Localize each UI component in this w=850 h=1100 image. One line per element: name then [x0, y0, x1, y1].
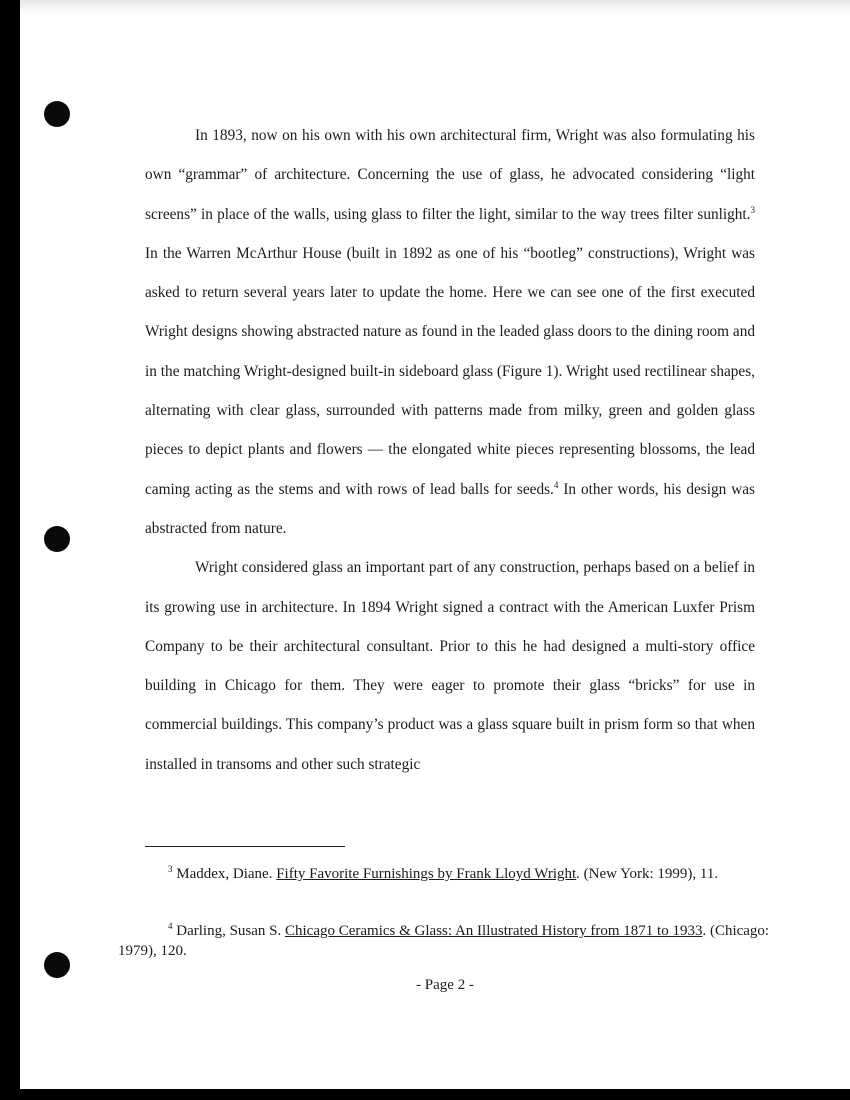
- footnote-4-author: Darling, Susan S.: [172, 923, 285, 939]
- paragraph-2: Wright considered glass an important part of any construction, perhaps based on a belief in its growing use in architecture. In 1894 Wright signed a contract with the American Luxfer Prism Company to be their architectural consultant. Prior to this he had designed a multi-story office building in Chicago for them. They were eager to promote their glass “bricks” for use in commercial buildings. This company’s product was a glass square built in prism form so that when installed in transoms and other such strategic: [145, 559, 755, 773]
- paragraph-1-text-b: In the Warren McArthur House (built in 1892 as one of his “bootleg” constructions), Wright was asked to return several years later to update the home. Here we can see one of the first executed Wright designs showing abstracted nature as found in the leaded glass doors to the dining room and in the matching Wright-designed built-in sideboard glass (Figure 1). Wright used rectilinear shapes, alternating with clear glass, surrounded with patterns made from milky, green and golden glass pieces to depict plants and flowers — the elongated white pieces representing blossoms, the lead caming acting as the stems and with rows of lead balls for seeds.: [145, 244, 755, 498]
- punch-hole-top: [44, 101, 70, 127]
- footnote-4-details: . (Chicago: 1979), 120.: [118, 923, 770, 959]
- footnote-ref-4: 4: [553, 479, 559, 490]
- footnote-4-title: Chicago Ceramics & Glass: An Illustrated History from 1871 to 1933: [285, 923, 703, 939]
- punch-hole-bottom: [44, 952, 70, 978]
- footnote-3-details: . (New York: 1999), 11.: [576, 866, 719, 882]
- footnote-3: [118, 864, 773, 884]
- footnote-3-title: Fifty Favorite Furnishings by Frank Lloyd Wright: [276, 866, 577, 882]
- scan-left-edge: [0, 0, 20, 1100]
- footnote-separator: [145, 846, 345, 847]
- scan-bottom-edge: [0, 1089, 850, 1100]
- scan-top-shadow: [0, 0, 850, 14]
- footnote-3-author: Maddex, Diane.: [172, 866, 277, 882]
- body-text: [145, 116, 755, 784]
- footnote-4: [118, 921, 773, 961]
- paragraph-1-text-a: In 1893, now on his own with his own architectural firm, Wright was also formulating his own “grammar” of architecture. Concerning the use of glass, he advocated considering “light screens” in place of the walls, using glass to filter the light, similar to the way trees filter sunlight.: [145, 127, 755, 223]
- footnote-marker-4: 4: [168, 921, 173, 931]
- footnote-ref-3: 3: [750, 204, 755, 215]
- page-number: - Page 2 -: [416, 977, 474, 993]
- paragraph-1-text-c: In other words, his design was abstracted from nature.: [145, 480, 755, 537]
- paragraph-1: [145, 116, 755, 548]
- punch-hole-middle: [44, 526, 70, 552]
- footnote-marker-3: 3: [168, 864, 173, 874]
